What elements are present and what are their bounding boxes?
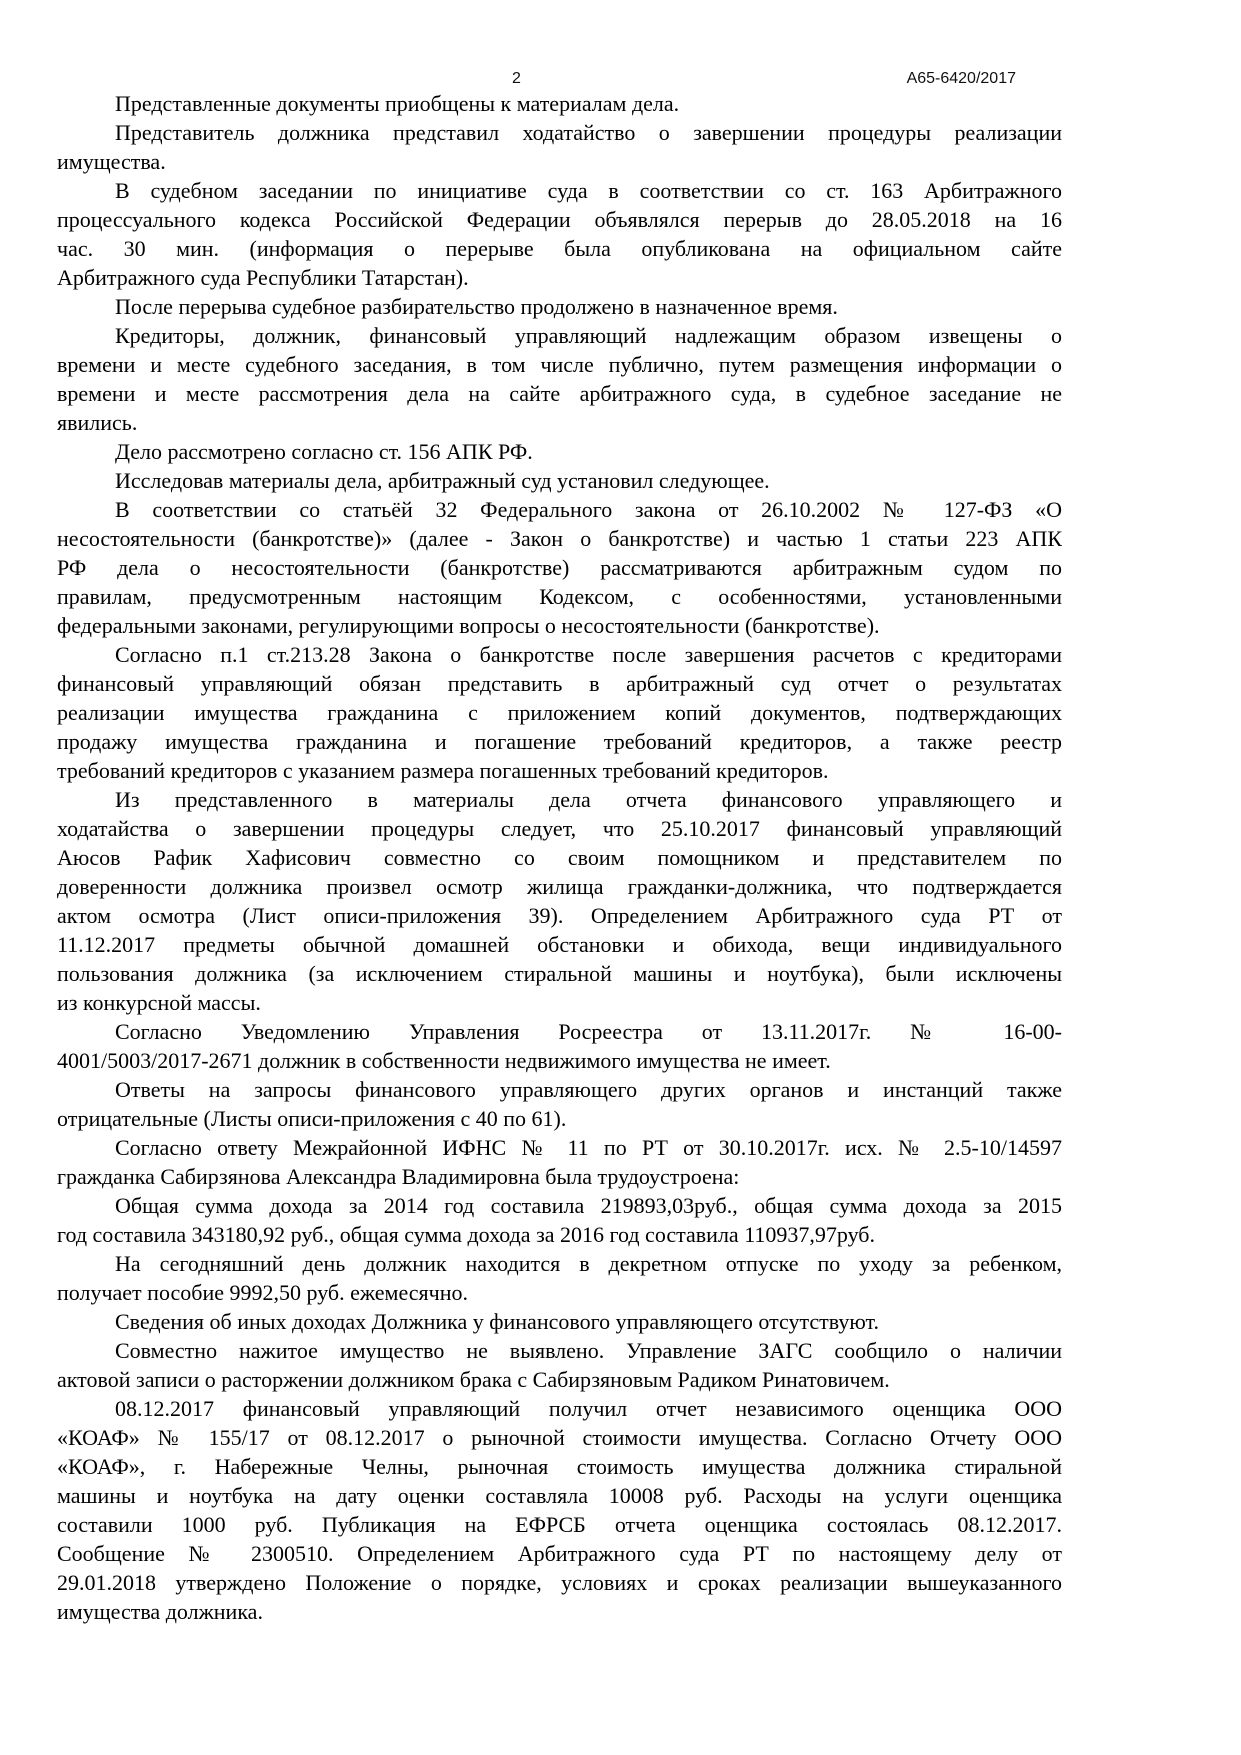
text-line: актовой записи о расторжении должником брака с Сабирзяновым Радиком Ринатовичем.	[57, 1367, 890, 1392]
text-line: правилам, предусмотренным настоящим Кодексом, с особенностями, установленными	[57, 584, 1062, 609]
text-line: имущества.	[57, 149, 166, 174]
text-line: Совместно нажитое имущество не выявлено. Управление ЗАГС сообщило о наличии	[115, 1338, 1062, 1363]
paragraph	[57, 1307, 1062, 1336]
text-line: Исследовав материалы дела, арбитражный суд установил следующее.	[115, 468, 770, 493]
text-line: времени и месте рассмотрения дела на сайте арбитражного суда, в судебное заседание не	[57, 381, 1062, 406]
text-line: В судебном заседании по инициативе суда в соответствии со ст. 163 Арбитражного	[115, 178, 1062, 203]
paragraph	[57, 785, 1062, 1017]
text-line: Кредиторы, должник, финансовый управляющий надлежащим образом извещены о	[115, 323, 1062, 348]
text-line: Сведения об иных доходах Должника у финансового управляющего отсутствуют.	[115, 1309, 879, 1334]
text-line: Сообщение № 2300510. Определением Арбитражного суда РТ по настоящему делу от	[57, 1541, 1062, 1566]
document-body	[57, 89, 1062, 1626]
text-line: На сегодняшний день должник находится в декретном отпуске по уходу за ребенком,	[115, 1251, 1062, 1276]
paragraph	[57, 1133, 1062, 1191]
paragraph	[57, 321, 1062, 437]
text-line: продажу имущества гражданина и погашение требований кредиторов, а также реестр	[57, 729, 1062, 754]
text-line: имущества должника.	[57, 1599, 263, 1624]
text-line: После перерыва судебное разбирательство продолжено в назначенное время.	[115, 294, 838, 319]
text-line: пользования должника (за исключением стиральной машины и ноутбука), были исключены	[57, 961, 1062, 986]
text-line: В соответствии со статьёй 32 Федерального закона от 26.10.2002 № 127-ФЗ «О	[115, 497, 1062, 522]
text-line: явились.	[57, 410, 138, 435]
text-line: Аюсов Рафик Хафисович совместно со своим помощником и представителем по	[57, 845, 1062, 870]
text-line: из конкурсной массы.	[57, 990, 261, 1015]
paragraph	[57, 1191, 1062, 1249]
text-line: гражданка Сабирзянова Александра Владимировна была трудоустроена:	[57, 1164, 740, 1189]
text-line: 08.12.2017 финансовый управляющий получил отчет независимого оценщика ООО	[115, 1396, 1062, 1421]
text-line: Арбитражного суда Республики Татарстан).	[57, 265, 469, 290]
text-line: Согласно Уведомлению Управления Росреестра от 13.11.2017г. № 16-00-	[115, 1019, 1062, 1044]
text-line: 29.01.2018 утверждено Положение о порядке, условиях и сроках реализации вышеуказанного	[57, 1570, 1062, 1595]
text-line: требований кредиторов с указанием размера погашенных требований кредиторов.	[57, 758, 829, 783]
paragraph	[57, 466, 1062, 495]
text-line: времени и месте судебного заседания, в том числе публично, путем размещения информации о	[57, 352, 1062, 377]
text-line: доверенности должника произвел осмотр жилища гражданки-должника, что подтверждается	[57, 874, 1062, 899]
text-line: Из представленного в материалы дела отчета финансового управляющего и	[115, 787, 1062, 812]
text-line: Согласно п.1 ст.213.28 Закона о банкротстве после завершения расчетов с кредиторами	[115, 642, 1062, 667]
text-line: ходатайства о завершении процедуры следует, что 25.10.2017 финансовый управляющий	[57, 816, 1062, 841]
paragraph	[57, 1017, 1062, 1075]
page-number: 2	[512, 70, 521, 87]
case-number: А65-6420/2017	[906, 70, 1016, 87]
paragraph	[57, 640, 1062, 785]
text-line: отрицательные (Листы описи-приложения с 40 по 61).	[57, 1106, 567, 1131]
text-line: РФ дела о несостоятельности (банкротстве) рассматриваются арбитражным судом по	[57, 555, 1062, 580]
text-line: Ответы на запросы финансового управляющего других органов и инстанций также	[115, 1077, 1062, 1102]
paragraph	[57, 1336, 1062, 1394]
text-line: машины и ноутбука на дату оценки составляла 10008 руб. Расходы на услуги оценщика	[57, 1483, 1062, 1508]
text-line: финансовый управляющий обязан представить в арбитражный суд отчет о результатах	[57, 671, 1062, 696]
text-line: 4001/5003/2017-2671 должник в собственности недвижимого имущества не имеет.	[57, 1048, 831, 1073]
text-line: составили 1000 руб. Публикация на ЕФРСБ отчета оценщика состоялась 08.12.2017.	[57, 1512, 1062, 1537]
paragraph	[57, 1249, 1062, 1307]
text-line: Дело рассмотрено согласно ст. 156 АПК РФ.	[115, 439, 533, 464]
text-line: реализации имущества гражданина с приложением копий документов, подтверждающих	[57, 700, 1062, 725]
text-line: актом осмотра (Лист описи-приложения 39). Определением Арбитражного суда РТ от	[57, 903, 1062, 928]
text-line: Общая сумма дохода за 2014 год составила 219893,03руб., общая сумма дохода за 2015	[115, 1193, 1062, 1218]
text-line: «КОАФ» № 155/17 от 08.12.2017 о рыночной стоимости имущества. Согласно Отчету ООО	[57, 1425, 1062, 1450]
paragraph	[57, 495, 1062, 640]
text-line: федеральными законами, регулирующими вопросы о несостоятельности (банкротстве).	[57, 613, 880, 638]
text-line: процессуального кодекса Российской Федерации объявлялся перерыв до 28.05.2018 на 16	[57, 207, 1062, 232]
paragraph	[57, 292, 1062, 321]
paragraph	[57, 1075, 1062, 1133]
text-line: «КОАФ», г. Набережные Челны, рыночная стоимость имущества должника стиральной	[57, 1454, 1062, 1479]
text-line: получает пособие 9992,50 руб. ежемесячно.	[57, 1280, 468, 1305]
text-line: Представитель должника представил ходатайство о завершении процедуры реализации	[115, 120, 1062, 145]
paragraph	[57, 1394, 1062, 1626]
text-line: 11.12.2017 предметы обычной домашней обстановки и обихода, вещи индивидуального	[57, 932, 1062, 957]
paragraph	[57, 89, 1062, 118]
text-line: Согласно ответу Межрайонной ИФНС № 11 по РТ от 30.10.2017г. исх. № 2.5-10/14597	[115, 1135, 1062, 1160]
text-line: Представленные документы приобщены к материалам дела.	[115, 91, 680, 116]
text-line: час. 30 мин. (информация о перерыве была опубликована на официальном сайте	[57, 236, 1062, 261]
paragraph	[57, 118, 1062, 176]
text-line: несостоятельности (банкротстве)» (далее - Закон о банкротстве) и частью 1 статьи 223 АПК	[57, 526, 1062, 551]
paragraph	[57, 437, 1062, 466]
paragraph	[57, 176, 1062, 292]
page-header	[0, 69, 1241, 91]
text-line: год составила 343180,92 руб., общая сумма дохода за 2016 год составила 110937,97руб.	[57, 1222, 875, 1247]
